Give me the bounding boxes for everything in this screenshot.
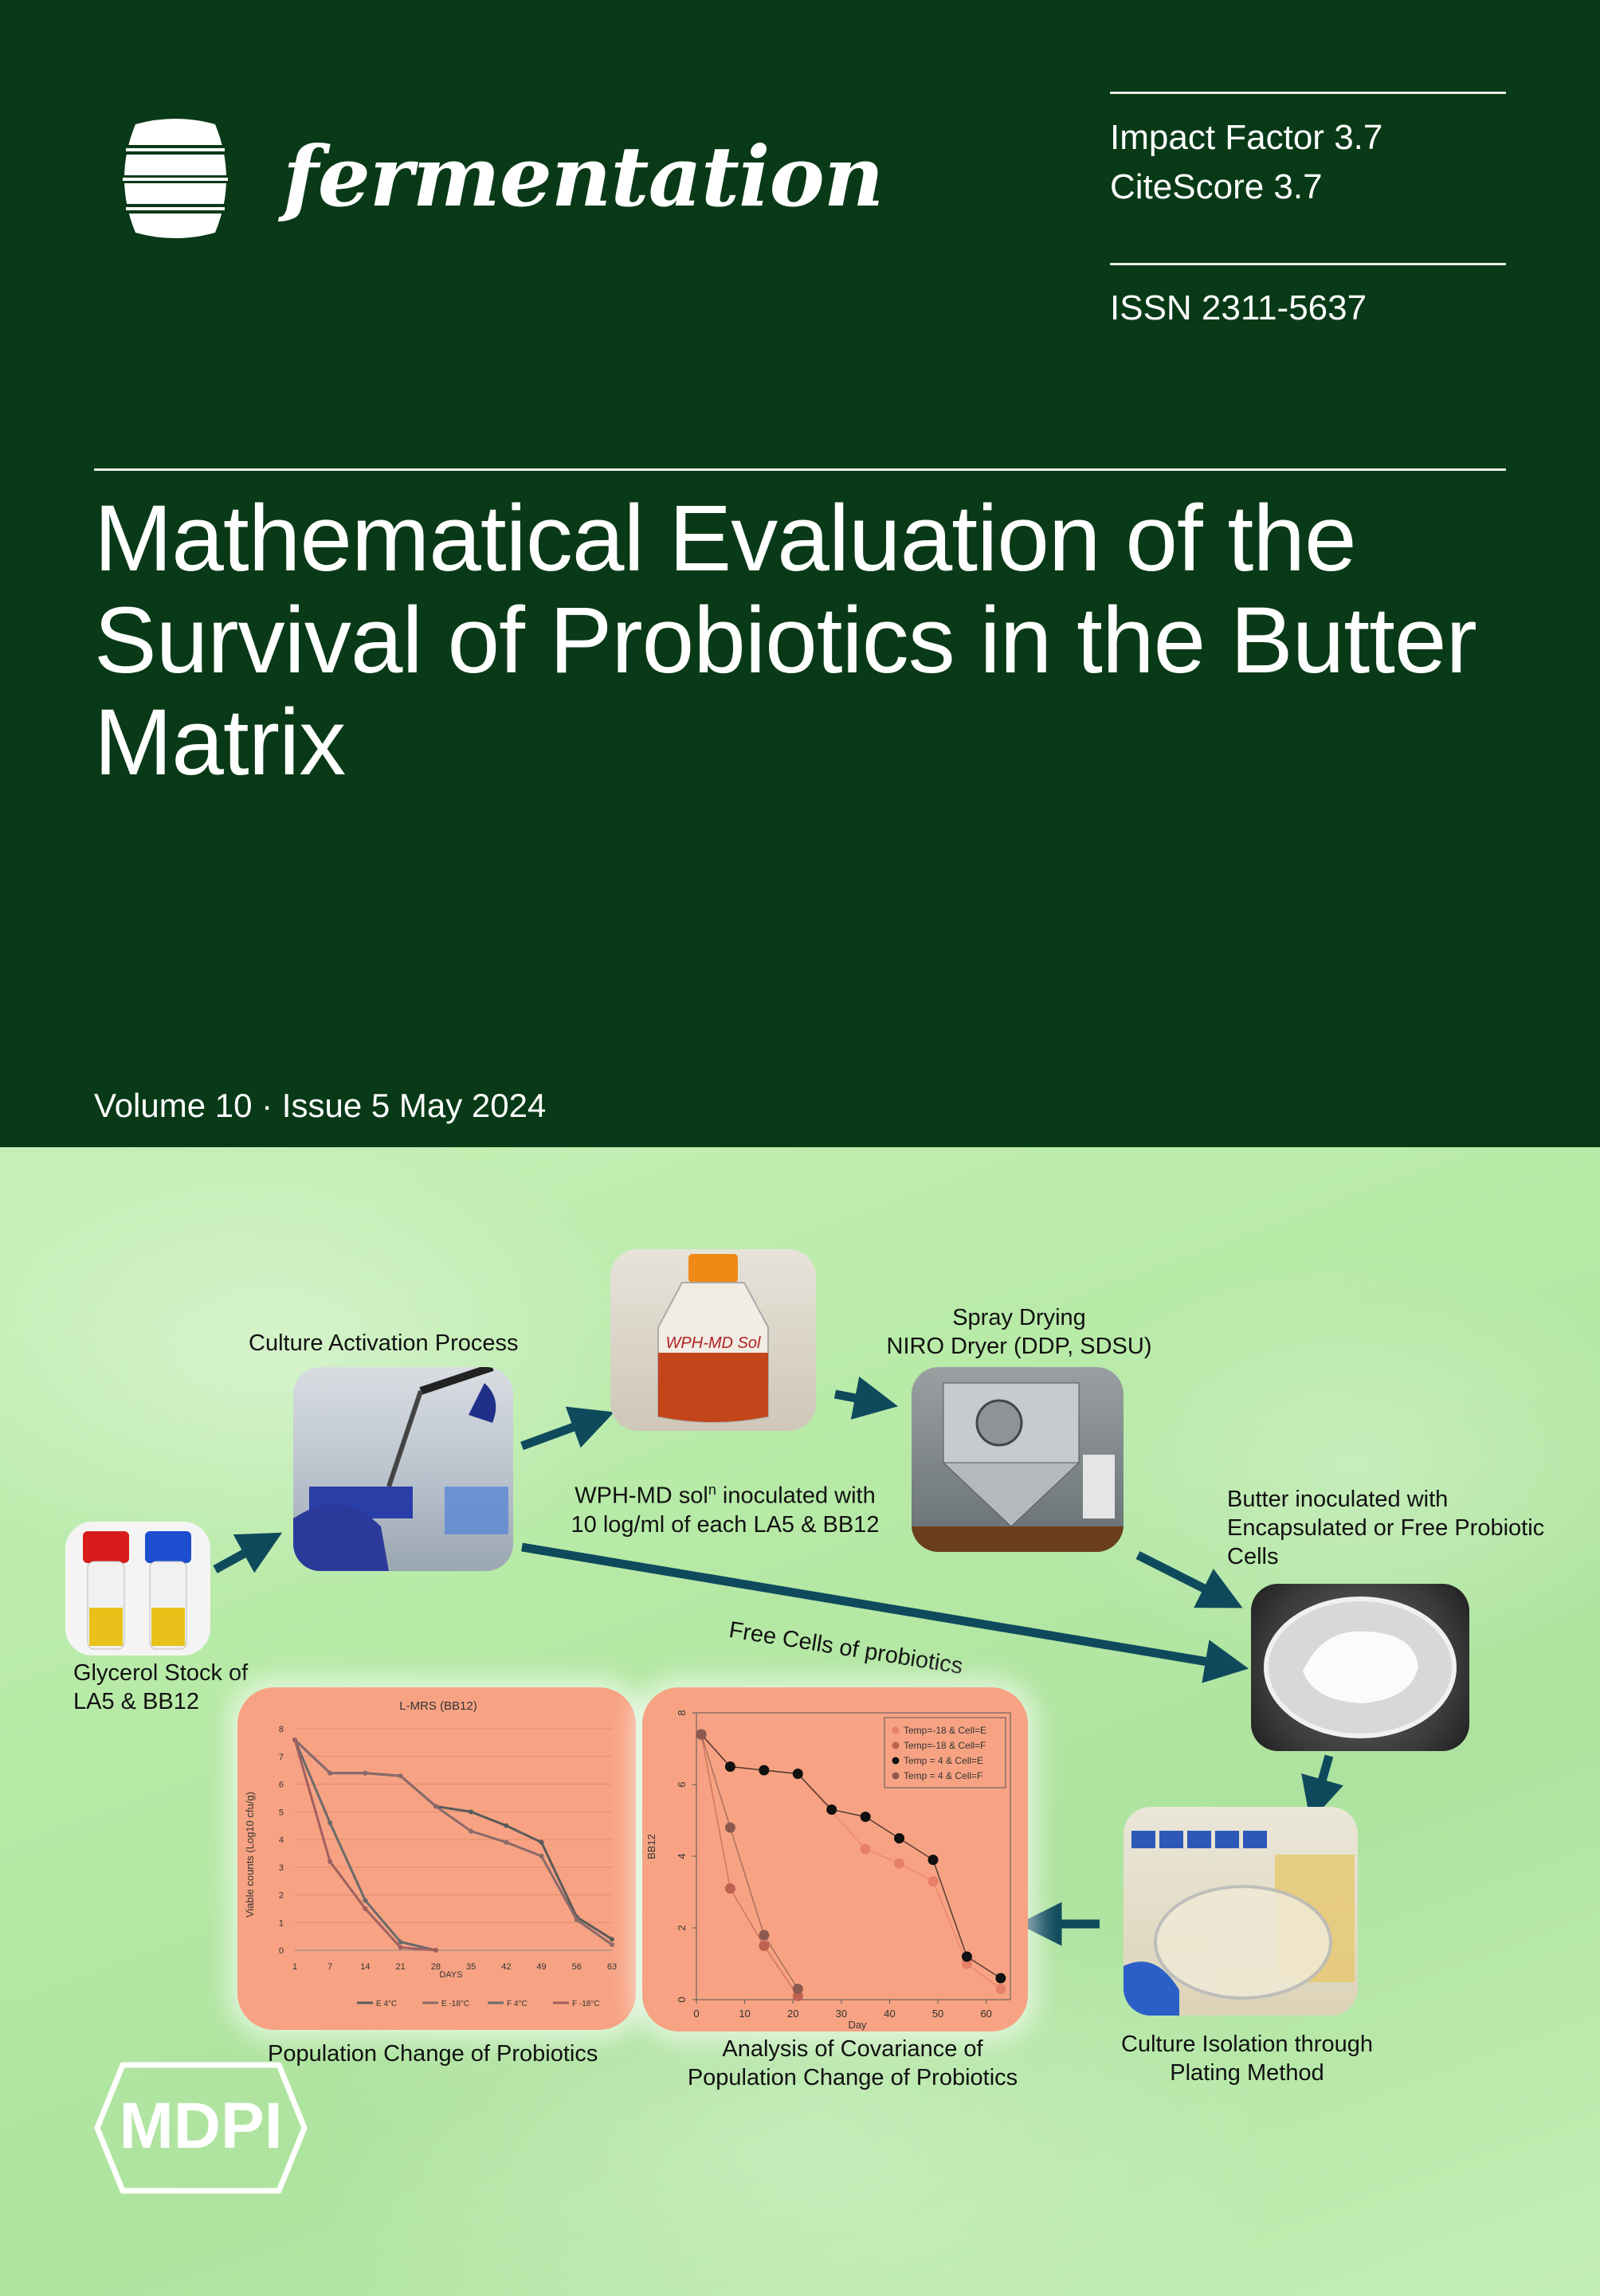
chart1-point [292, 1738, 297, 1742]
population-change-label: Population Change of Probiotics [268, 2041, 598, 2067]
chart2-legend-swatch [892, 1773, 900, 1780]
chart1-ytick: 1 [278, 1918, 284, 1929]
divider-middle [1110, 263, 1506, 265]
chart1-ytick: 2 [278, 1890, 284, 1901]
chart2-legend-swatch [892, 1757, 900, 1765]
arrow-spray-to-butter [1138, 1555, 1223, 1598]
chart1-xtick: 28 [430, 1962, 441, 1972]
chart2-point [793, 1769, 803, 1779]
chart1-point [433, 1804, 438, 1808]
chart1-xtick: 21 [395, 1962, 406, 1972]
chart2-xtick: 60 [980, 2008, 992, 2020]
chart2-point [759, 1941, 769, 1951]
chart1-xtick: 42 [501, 1962, 512, 1972]
chart1-legend-label: E 4°C [376, 2000, 398, 2008]
chart2-ytick: 0 [676, 1996, 688, 2003]
free-cells-label: Free Cells of probiotics [727, 1616, 965, 1679]
chart2-point [826, 1804, 837, 1815]
title-divider [94, 468, 1506, 471]
chart2-point [725, 1883, 735, 1894]
culture-activation-label: Culture Activation Process [249, 1330, 519, 1356]
population-change-chart [237, 1687, 636, 2030]
chart1-xtick: 1 [292, 1962, 298, 1972]
chart2-xtick: 20 [786, 2008, 799, 2020]
chart1-point [433, 1948, 438, 1953]
chart1-series-line [295, 1740, 612, 1945]
chart1-point [327, 1771, 332, 1776]
culture-activation-photo [293, 1367, 513, 1571]
divider-top [1110, 92, 1506, 94]
arrow-activation-to-wph [522, 1420, 594, 1446]
chart1-ytick: 3 [278, 1863, 284, 1873]
cover-header [0, 0, 1600, 1147]
chart1-point [398, 1940, 403, 1945]
chart2-legend-swatch [892, 1742, 900, 1749]
chart2-xlabel: Day [848, 2019, 867, 2031]
chart2-point [793, 1984, 803, 1994]
chart2-point [759, 1765, 769, 1776]
chart1-legend-label: F 4°C [507, 2000, 527, 2008]
chart2-point [995, 1984, 1006, 1994]
glycerol-label: Glycerol Stock of LA5 & BB12 [73, 1660, 249, 1714]
chart1-point [575, 1918, 579, 1922]
chart1-title: L-MRS (BB12) [399, 1699, 477, 1713]
chart2-xtick: 40 [884, 2008, 896, 2020]
chart2-ytick: 6 [676, 1781, 688, 1788]
chart2-point [928, 1876, 939, 1887]
chart1-xtick: 63 [606, 1962, 618, 1972]
butter-photo [1251, 1584, 1469, 1751]
chart1-point [469, 1829, 473, 1834]
chart1-xtick: 56 [571, 1962, 582, 1972]
butter-label: Butter inoculated with Encapsulated or Free Probiotic Cells [1227, 1487, 1545, 1569]
chart1-point [469, 1809, 473, 1814]
wph-md-label: WPH-MD sol$^n$ inoculated with 10 log/ml of each LA5 & BB12 [571, 1482, 880, 1538]
chart1-ytick: 4 [278, 1836, 284, 1845]
arrow-wph-to-spray [835, 1394, 876, 1402]
isolation-label: Culture Isolation through Plating Method [1121, 2032, 1373, 2086]
chart1-xlabel: DAYS [439, 1970, 463, 1980]
chart1-point [610, 1942, 614, 1947]
issn: ISSN 2311-5637 [1110, 288, 1367, 327]
chart1-point [398, 1945, 403, 1950]
population-chart-svg [237, 1687, 636, 2030]
chart2-xtick: 30 [835, 2008, 848, 2020]
chart2-xtick: 50 [931, 2008, 944, 2020]
chart1-point [363, 1906, 367, 1911]
barrel-logo-icon [112, 118, 239, 239]
ancova-chart [642, 1687, 1028, 2032]
chart2-ytick: 2 [676, 1925, 688, 1931]
chart2-xtick: 10 [739, 2008, 751, 2020]
chart1-point [363, 1898, 367, 1902]
chart1-xtick: 14 [360, 1962, 371, 1972]
chart2-point [725, 1823, 735, 1833]
chart1-ytick: 5 [278, 1808, 284, 1818]
chart2-legend-swatch [892, 1727, 900, 1734]
chart2-legend-label: Temp=-18 & Cell=F [904, 1740, 986, 1751]
chart2-point [928, 1855, 939, 1865]
chart2-xtick: 0 [693, 2008, 700, 2020]
chart2-point [995, 1973, 1006, 1984]
chart2-point [696, 1730, 707, 1740]
chart2-ytick: 8 [676, 1710, 688, 1716]
citescore: CiteScore 3.7 [1110, 167, 1323, 206]
arrow-butter-to-isolation [1316, 1756, 1329, 1800]
chart1-ytick: 6 [278, 1780, 284, 1790]
ancova-label: Analysis of Covariance of Population Change of Probiotics [687, 2036, 1018, 2090]
article-title: Mathematical Evaluation of the Survival of Probiotics in the Butter Matrix [94, 486, 1476, 795]
glycerol-stock-photo [65, 1522, 210, 1655]
chart2-point [861, 1812, 871, 1822]
chart1-xtick: 35 [465, 1962, 476, 1972]
chart2-point [962, 1952, 972, 1962]
chart1-xtick: 49 [536, 1962, 547, 1972]
chart1-ylabel: Viable counts (Log10 cfu/g) [244, 1791, 256, 1918]
chart1-point [504, 1840, 508, 1844]
chart2-ytick: 4 [676, 1853, 688, 1859]
chart1-point [539, 1840, 544, 1844]
arrow-glycerol-to-activation [215, 1543, 263, 1569]
chart1-point [327, 1820, 332, 1825]
impact-factor: Impact Factor 3.7 [1110, 118, 1383, 157]
spray-drying-label: Spray Drying NIRO Dryer (DDP, SDSU) [886, 1305, 1152, 1359]
chart1-point [363, 1771, 367, 1776]
chart1-point [398, 1773, 403, 1778]
chart1-ytick: 8 [278, 1725, 284, 1734]
wph-md-bottle-photo [610, 1249, 816, 1431]
chart2-ylabel: BB12 [645, 1834, 657, 1859]
mdpi-logo-icon [91, 2059, 311, 2197]
spray-dryer-photo [912, 1367, 1124, 1552]
volume-issue: Volume 10 · Issue 5 May 2024 [94, 1087, 547, 1124]
ancova-chart-svg [642, 1687, 1028, 2032]
plating-photo [1124, 1807, 1358, 2016]
journal-name: fermentation [283, 127, 884, 225]
chart1-ytick: 0 [278, 1946, 284, 1956]
chart1-point [504, 1824, 508, 1828]
bottle-label-text: WPH-MD Sol [665, 1334, 761, 1352]
chart2-point [725, 1761, 735, 1772]
chart2-legend-label: Temp = 4 & Cell=E [904, 1755, 984, 1766]
chart1-ytick: 7 [278, 1752, 284, 1762]
chart1-legend-label: E -18°C [441, 2000, 470, 2008]
chart2-point [759, 1930, 769, 1941]
chart2-point [861, 1844, 871, 1855]
chart2-point [894, 1833, 904, 1843]
chart2-point [894, 1859, 904, 1869]
chart1-xtick: 7 [327, 1962, 333, 1972]
chart2-fit-curve [701, 1734, 798, 1996]
chart2-legend-label: Temp=-18 & Cell=E [904, 1725, 987, 1736]
chart1-point [610, 1937, 614, 1941]
graphical-abstract [0, 1147, 1600, 2296]
mdpi-logo-text: MDPI [119, 2090, 283, 2162]
chart1-legend-label: F -18°C [572, 2000, 600, 2008]
chart2-legend-label: Temp = 4 & Cell=F [904, 1770, 983, 1781]
chart1-point [327, 1859, 332, 1864]
chart1-point [539, 1854, 544, 1859]
